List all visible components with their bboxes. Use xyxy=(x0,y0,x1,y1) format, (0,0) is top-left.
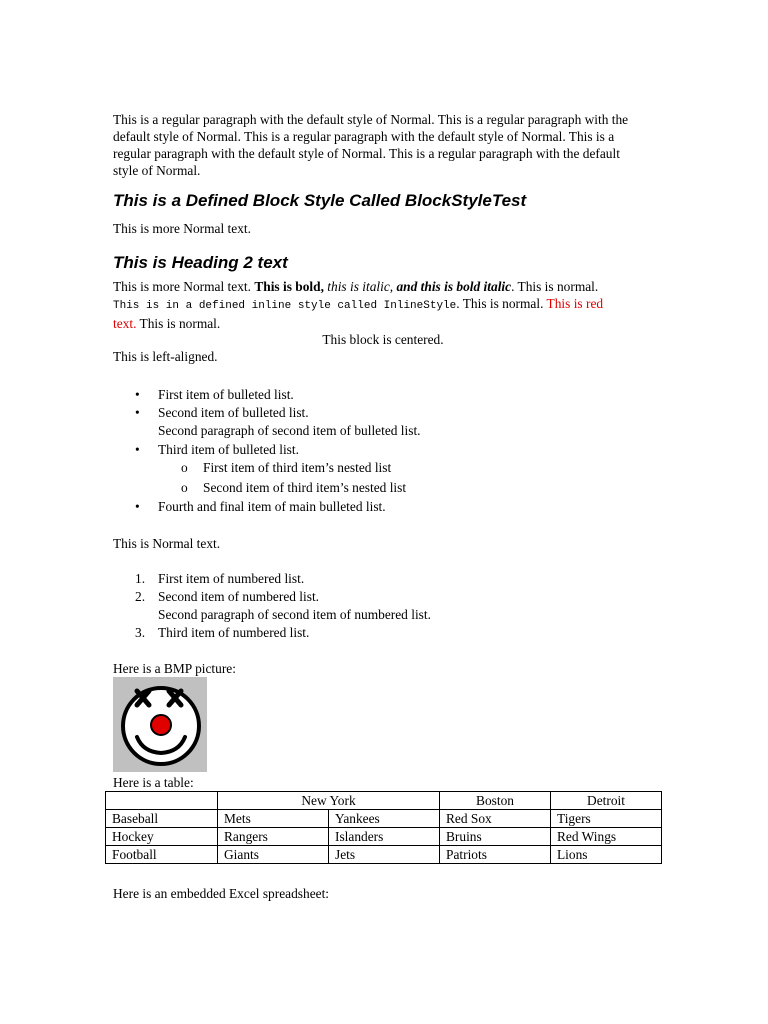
table-cell: Patriots xyxy=(440,846,551,864)
normal-run-2: . This is normal. xyxy=(511,279,599,294)
list-item: First item of numbered list. xyxy=(158,571,305,586)
table-cell: Football xyxy=(106,846,218,864)
table-cell: Giants xyxy=(218,846,329,864)
red-text-run: This is red text. xyxy=(113,296,604,331)
normal-run: This is more Normal text. xyxy=(113,279,255,294)
nested-bullet-glyph: o xyxy=(181,460,188,475)
table-row xyxy=(106,846,662,864)
table-cell: Islanders xyxy=(329,828,440,846)
sports-table xyxy=(105,791,662,864)
block-style-heading: This is a Defined Block Style Called BlockStyleTest xyxy=(113,191,527,210)
bold-run: This is bold, xyxy=(254,279,324,294)
table-cell: Hockey xyxy=(106,828,218,846)
list-item: Second item of bulleted list. xyxy=(158,405,309,420)
list-number: 3. xyxy=(135,625,146,640)
left-aligned-block: This is left-aligned. xyxy=(113,349,218,364)
list-item: Fourth and final item of main bulleted list. xyxy=(158,499,386,514)
bullet-glyph: • xyxy=(135,387,140,402)
header-cell xyxy=(106,792,218,810)
normal-text: This is Normal text. xyxy=(113,536,221,551)
table-label: Here is a table: xyxy=(113,775,194,790)
list-number: 2. xyxy=(135,589,146,604)
nested-list-item: Second item of third item’s nested list xyxy=(203,480,407,495)
list-item: Third item of bulleted list. xyxy=(158,442,299,457)
list-item: Second item of numbered list. xyxy=(158,589,320,604)
header-cell: New York xyxy=(218,792,440,810)
header-cell: Boston xyxy=(440,792,551,810)
list-number: 1. xyxy=(135,571,146,586)
list-item-paragraph: Second paragraph of second item of numbered list. xyxy=(158,607,431,622)
more-normal-text: This is more Normal text. xyxy=(113,221,251,236)
clown-face-icon xyxy=(113,677,207,772)
table-row xyxy=(106,828,662,846)
bullet-glyph: • xyxy=(135,442,140,457)
list-item-paragraph: Second paragraph of second item of bulleted list. xyxy=(158,423,421,438)
table-cell: Red Wings xyxy=(551,828,662,846)
list-item: Third item of numbered list. xyxy=(158,625,310,640)
list-item: First item of bulleted list. xyxy=(158,387,294,402)
table-row xyxy=(106,810,662,828)
bold-italic-run: and this is bold italic xyxy=(393,279,512,294)
heading-2: This is Heading 2 text xyxy=(113,253,288,272)
table-cell: Bruins xyxy=(440,828,551,846)
nested-bullet-glyph: o xyxy=(181,480,188,495)
intro-paragraph: This is a regular paragraph with the default style of Normal. This is a regular paragraph with the default style of Normal. This is a regular paragraph with the default style of Normal. This is a regular paragraph with the default style of Normal. This is a regular paragraph with the default style of Normal. xyxy=(113,112,629,178)
mixed-style-paragraph xyxy=(113,278,623,332)
table-cell: Lions xyxy=(551,846,662,864)
table-cell: Baseball xyxy=(106,810,218,828)
table-cell: Red Sox xyxy=(440,810,551,828)
bullet-glyph: • xyxy=(135,405,140,420)
table-cell: Yankees xyxy=(329,810,440,828)
bmp-picture xyxy=(113,677,207,772)
table-cell: Rangers xyxy=(218,828,329,846)
bmp-label: Here is a BMP picture: xyxy=(113,661,236,676)
normal-run-4: This is normal. xyxy=(136,316,221,331)
excel-label: Here is an embedded Excel spreadsheet: xyxy=(113,886,330,901)
table-header-row xyxy=(106,792,662,810)
normal-run-3: . This is normal. xyxy=(456,296,547,311)
table-cell: Tigers xyxy=(551,810,662,828)
table-cell: Mets xyxy=(218,810,329,828)
table-cell: Jets xyxy=(329,846,440,864)
bullet-glyph: • xyxy=(135,499,140,514)
centered-block: This block is centered. xyxy=(322,332,444,347)
header-cell: Detroit xyxy=(551,792,662,810)
italic-run: this is italic, xyxy=(323,279,394,294)
inline-style-run: This is in a defined inline style called InlineStyle xyxy=(113,300,457,312)
nested-list-item: First item of third item’s nested list xyxy=(203,460,392,475)
